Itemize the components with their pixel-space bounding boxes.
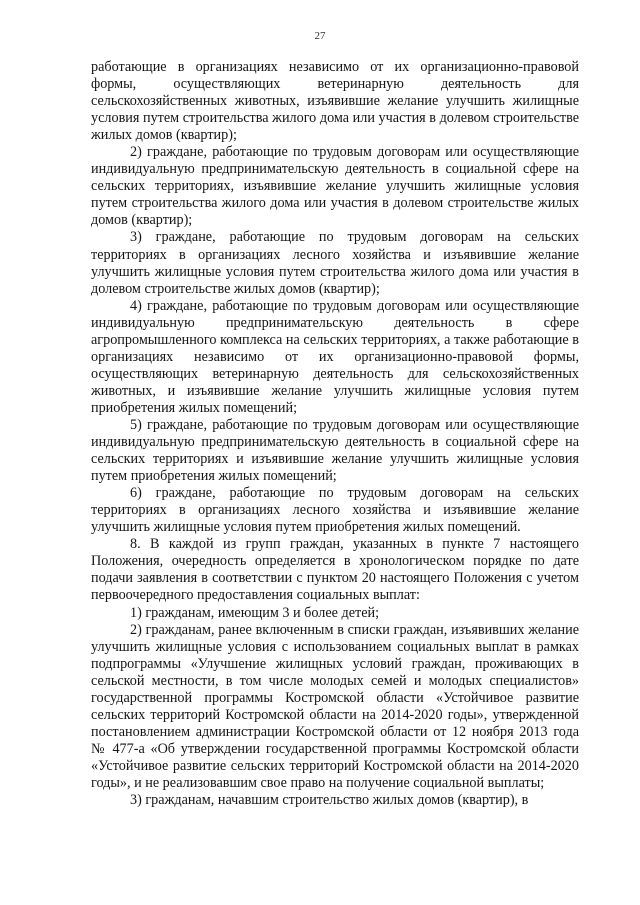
paragraph-item-5: 5) граждане, работающие по трудовым договорам или осуществляющие индивидуальную предпринимательскую деятельность в социальной сфере на сельских территориях и изъявившие желание улучшить жилищные условия путем приобретения жилых помещений; <box>91 416 579 485</box>
body-text <box>91 59 579 809</box>
paragraph-item-3: 3) граждане, работающие по трудовым договорам на сельских территориях в организациях лесного хозяйства и изъявившие желание улучшить жилищные условия путем строительства жилого дома или участия в долевом строительстве жилых домов (квартир); <box>91 229 579 297</box>
paragraph-priority-3: 3) гражданам, начавшим строительство жилых домов (квартир), в <box>130 792 529 809</box>
page-number: 27 <box>314 30 326 42</box>
paragraph-item-6: 6) граждане, работающие по трудовым договорам на сельских территориях в организациях лесного хозяйства и изъявившие желание улучшить жилищные условия путем приобретения жилых помещений. <box>91 485 579 536</box>
paragraph-priority-1: 1) гражданам, имеющим 3 и более детей; <box>130 604 380 621</box>
paragraph-item-4: 4) граждане, работающие по трудовым договорам или осуществляющие индивидуальную предпринимательскую деятельность в сфере агропромышленного комплекса на сельских территориях, а также работающие в организациях независимо от их организационно-правовой формы, осуществляющих ветеринарную деятельность для сельскохозяйственных животных, и изъявившие желание улучшить жилищные условия путем приобретения жилых помещений; <box>91 297 579 416</box>
paragraph-item-2: 2) граждане, работающие по трудовым договорам или осуществляющие индивидуальную предпринимательскую деятельность в социальной сфере на сельских территориях, изъявившие желание улучшить жилищные условия путем строительства жилого дома или участия в долевом строительстве жилых домов (квартир); <box>91 144 579 229</box>
paragraph-continuation: работающие в организациях независимо от их организационно-правовой формы, осуществляющих ветеринарную деятельность для сельскохозяйственных животных, изъявившие желание улучшить жилищные условия путем строительства жилого дома или участия в долевом строительстве жилых домов (квартир); <box>91 59 579 144</box>
paragraph-clause-8: 8. В каждой из групп граждан, указанных в пункте 7 настоящего Положения, очередность определяется в хронологическом порядке по дате подачи заявления в соответствии с пунктом 20 настоящего Положения с учетом первоочередного предоставления социальных выплат: <box>91 536 579 604</box>
paragraph-priority-2: 2) гражданам, ранее включенным в списки граждан, изъявивших желание улучшить жилищные условия с использованием социальных выплат в рамках подпрограммы «Улучшение жилищных условий граждан, проживающих в сельской местности, в том числе молодых семей и молодых специалистов» государственной программы Костромской области «Устойчивое развитие сельских территорий Костромской области на 2014-2020 годы», утвержденной постановлением администрации Костромской области от 12 ноября 2013 года № 477-а «Об утверждении государственной программы Костромской области «Устойчивое развитие сельских территорий Костромской области на 2014-2020 годы», и не реализовавшим свое право на получение социальной выплаты; <box>91 621 579 791</box>
